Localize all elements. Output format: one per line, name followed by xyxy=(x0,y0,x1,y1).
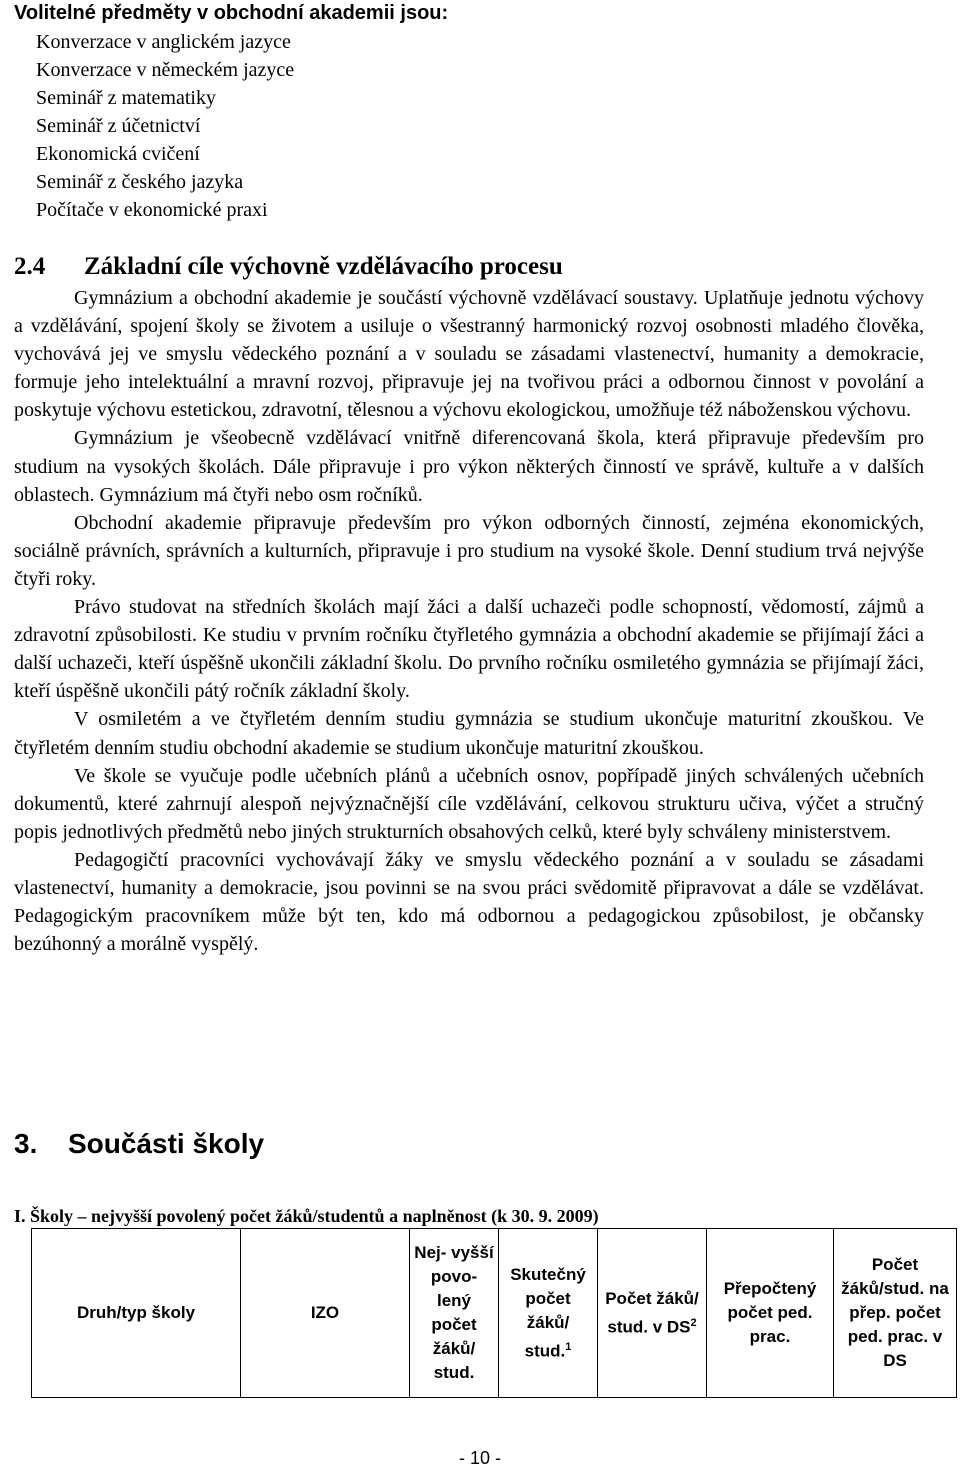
table-caption: I. Školy – nejvyšší povolený počet žáků/studentů a naplněnost (k 30. 9. 2009) xyxy=(14,1206,599,1226)
school-capacity-table xyxy=(31,1228,957,1398)
footnote-mark: 2 xyxy=(690,1316,697,1329)
list-item: Ekonomická cvičení xyxy=(36,143,200,165)
header-pocet-ds xyxy=(598,1229,707,1398)
paragraph: Právo studovat na středních školách mají žáci a další uchazeči podle schopností, vědomostí, zájmů a zdravotní způsobilosti. Ke studiu v prvním ročníku čtyřletého gymnázia a obchodní akademie se přijímají žáci a další uchazeči, kteří úspěšně ukončili základní školu. Do prvního ročníku osmiletého gymnázia se přijímají žáci, kteří úspěšně ukončili pátý ročník základní školy. xyxy=(14,596,924,703)
page-number: - 10 - xyxy=(458,1448,501,1468)
header-prepocteny: Přepočtený počet ped. prac. xyxy=(707,1229,834,1398)
section-heading-3 xyxy=(14,1128,264,1160)
header-text: Počet žáků/ stud. v DS xyxy=(605,1288,699,1337)
header-skutecny xyxy=(499,1229,598,1398)
header-izo: IZO xyxy=(241,1229,410,1398)
header-text: Skutečný počet žáků/ stud. xyxy=(510,1264,586,1361)
section-number: 2.4 xyxy=(14,253,46,280)
header-druh: Druh/typ školy xyxy=(32,1229,241,1398)
list-item: Konverzace v německém jazyce xyxy=(36,59,295,81)
paragraph: Obchodní akademie připravuje především pro výkon odborných činností, zejména ekonomických, sociálně právních, správních a kulturních, připravuje i pro studium na vysoké škole. Denní studium trvá nejvýše čtyři roky. xyxy=(14,511,924,590)
list-item: Seminář z českého jazyka xyxy=(36,171,244,193)
paragraph: Gymnázium a obchodní akademie je součástí výchovně vzdělávací soustavy. Uplatňuje jednotu výchovy a vzdělávání, spojení školy se životem a usiluje o všestranný harmonický rozvoj osobnosti mladého člověka, vychovává jej ve smyslu vědeckého poznání a v souladu se zásadami vlastenectví, humanity a demokracie, formuje jeho intelektuální a mravní rozvoj, připravuje jej na tvořivou práci a odbornou činnost v povolání a poskytuje výchovu estetickou, zdravotní, tělesnou a výchovu ekologickou, umožňuje též náboženskou výchovu. xyxy=(14,287,924,422)
electives-list xyxy=(36,28,294,224)
paragraph: Ve škole se vyučuje podle učebních plánů a učebních osnov, popřípadě jiných schválených učebních dokumentů, které zahrnují alespoň nejvýznačnější cíle vzdělávání, celkovou strukturu učiva, výčet a stručný popis jednotlivých předmětů nebo jiných strukturních obsahových celků, které byly schváleny ministerstvem. xyxy=(14,764,924,843)
header-nejvyssi: Nej- vyšší povo- lený počet žáků/ stud. xyxy=(410,1229,499,1398)
paragraph: Pedagogičtí pracovníci vychovávají žáky ve smyslu vědeckého poznání a v souladu se zásadami vlastenectví, humanity a demokracie, jsou povinni se na svou práci svědomitě připravovat a dále se vzdělávat. Pedagogickým pracovníkem může být ten, kdo má odbornou a pedagogickou způsobilost, je občansky bezúhonný a morálně vyspělý. xyxy=(14,848,924,956)
table-header-row xyxy=(32,1229,957,1398)
footnote-mark: 1 xyxy=(565,1340,572,1353)
electives-heading: Volitelné předměty v obchodní akademii jsou: xyxy=(14,2,449,24)
paragraph: V osmiletém a ve čtyřletém denním studiu gymnázia se studium ukončuje maturitní zkouškou. Ve čtyřletém denním studiu obchodní akademie se studium ukončuje maturitní zkouškou. xyxy=(14,708,924,759)
list-item: Konverzace v anglickém jazyce xyxy=(36,31,291,53)
section-heading-2-4 xyxy=(14,253,563,281)
list-item: Počítače v ekonomické praxi xyxy=(36,199,268,221)
header-pocet-na-prep: Počet žáků/stud. na přep. počet ped. prac. v DS xyxy=(834,1229,957,1398)
section-number: 3. xyxy=(14,1128,38,1159)
list-item: Seminář z účetnictví xyxy=(36,115,201,137)
section-title: Základní cíle výchovně vzdělávacího procesu xyxy=(84,253,563,280)
paragraph: Gymnázium je všeobecně vzdělávací vnitřně diferencovaná škola, která připravuje především pro studium na vysokých školách. Dále připravuje i pro výkon některých činností ve správě, kultuře a v dalších oblastech. Gymnázium má čtyři nebo osm ročníků. xyxy=(14,427,924,506)
section-body xyxy=(14,284,924,958)
section-title: Součásti školy xyxy=(68,1128,265,1159)
list-item: Seminář z matematiky xyxy=(36,87,216,109)
